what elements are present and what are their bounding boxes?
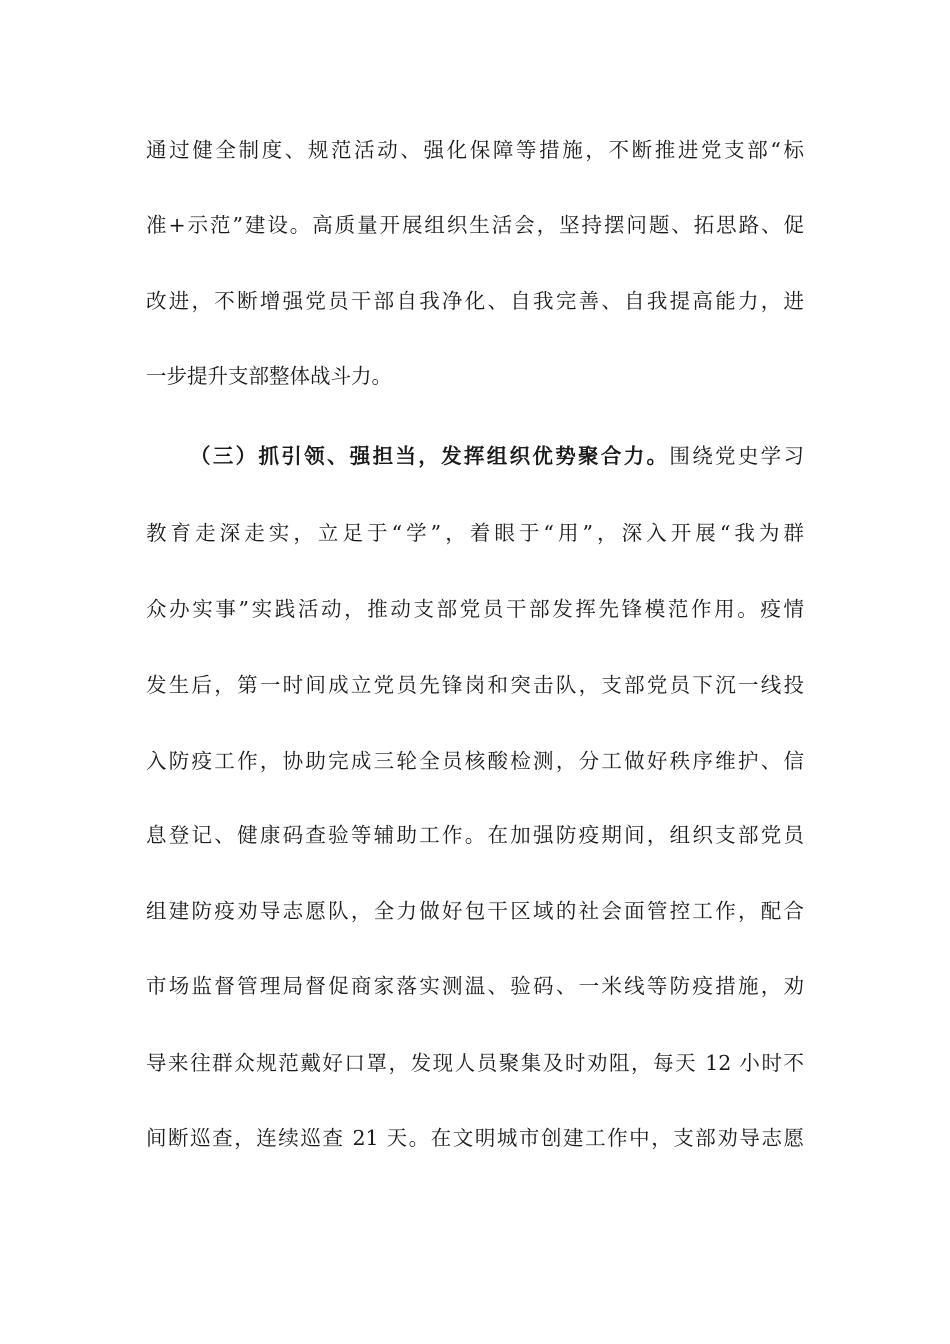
paragraph-line: 一步提升支部整体战斗力。	[146, 364, 392, 388]
paragraph-line: 息登记、健康码查验等辅助工作。在加强防疫期间，组织支部党员	[146, 823, 804, 847]
paragraph-line: 入防疫工作，协助完成三轮全员核酸检测，分工做好秩序维护、信	[146, 749, 804, 773]
paragraph-line: 众办实事”实践活动，推动支部党员干部发挥先锋模范作用。疫情	[146, 597, 804, 621]
paragraph-line: 组建防疫劝导志愿队，全力做好包干区域的社会面管控工作，配合	[146, 899, 804, 923]
paragraph-line: 间断巡查，连续巡查 21 天。在文明城市创建工作中，支部劝导志愿	[146, 1126, 804, 1150]
paragraph-line: 准+示范”建设。高质量开展组织生活会，坚持摆问题、拓思路、促	[146, 213, 804, 237]
section-heading: （三）抓引领、强担当，发挥组织优势聚合力。	[190, 444, 670, 468]
section-heading-rest: 围绕党史学习	[669, 444, 805, 468]
paragraph-line: 导来往群众规范戴好口罩，发现人员聚集及时劝阻，每天 12 小时不	[146, 1051, 804, 1075]
paragraph-line: 通过健全制度、规范活动、强化保障等措施，不断推进党支部“标	[146, 138, 804, 162]
section-heading-line	[190, 436, 804, 476]
paragraph-line: 改进，不断增强党员干部自我净化、自我完善、自我提高能力，进	[146, 289, 804, 313]
paragraph-line: 发生后，第一时间成立党员先锋岗和突击队，支部党员下沉一线投	[146, 673, 804, 697]
paragraph-line: 教育走深走实，立足于“学”，着眼于“用”，深入开展“我为群	[146, 521, 804, 545]
paragraph-line: 市场监督管理局督促商家落实测温、验码、一米线等防疫措施，劝	[146, 974, 804, 998]
